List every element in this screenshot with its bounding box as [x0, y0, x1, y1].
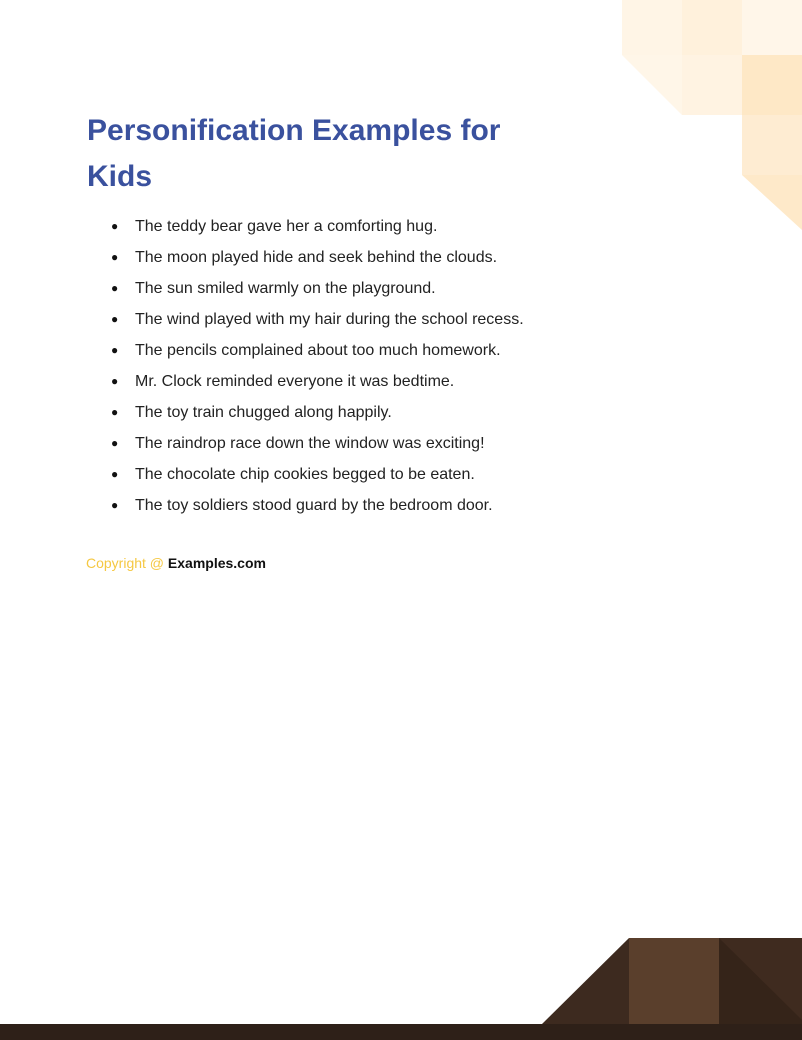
top-corner-decoration — [622, 0, 802, 230]
list-item — [87, 304, 524, 335]
bullet-icon: ● — [111, 250, 119, 264]
list-item — [87, 397, 524, 428]
list-item-text: The toy train chugged along happily. — [135, 404, 392, 421]
list-item — [87, 459, 524, 490]
bullet-icon: ● — [111, 498, 119, 512]
page-title: Personification Examples for Kids — [87, 114, 501, 193]
list-item-text: The raindrop race down the window was exciting! — [135, 435, 485, 452]
copyright-notice — [86, 553, 266, 573]
list-item-text: The moon played hide and seek behind the clouds. — [135, 249, 498, 266]
list-item — [87, 428, 524, 459]
list-item — [87, 335, 524, 366]
list-item-text: The pencils complained about too much homework. — [135, 342, 501, 359]
bullet-icon: ● — [111, 312, 119, 326]
list-item — [87, 242, 524, 273]
bottom-corner-decoration — [0, 930, 802, 1040]
list-item — [87, 366, 524, 397]
bullet-icon: ● — [111, 436, 119, 450]
list-item-text: The teddy bear gave her a comforting hug. — [135, 218, 438, 235]
copyright-prefix: Copyright @ — [86, 555, 168, 571]
bullet-icon: ● — [111, 281, 119, 295]
list-item — [87, 273, 524, 304]
list-item-text: The toy soldiers stood guard by the bedroom door. — [135, 497, 493, 514]
list-item-text: Mr. Clock reminded everyone it was bedtime. — [135, 373, 455, 390]
bullet-icon: ● — [111, 467, 119, 481]
list-item-text: The wind played with my hair during the school recess. — [135, 311, 524, 328]
examples-list — [87, 211, 524, 521]
bullet-icon: ● — [111, 374, 119, 388]
copyright-brand-link[interactable]: Examples.com — [167, 555, 266, 571]
bullet-icon: ● — [111, 405, 119, 419]
list-item — [87, 211, 524, 242]
list-item-text: The chocolate chip cookies begged to be eaten. — [135, 466, 475, 483]
bullet-icon: ● — [111, 343, 119, 357]
list-item — [87, 490, 524, 521]
list-item-text: The sun smiled warmly on the playground. — [135, 280, 436, 297]
bullet-icon: ● — [111, 219, 119, 233]
